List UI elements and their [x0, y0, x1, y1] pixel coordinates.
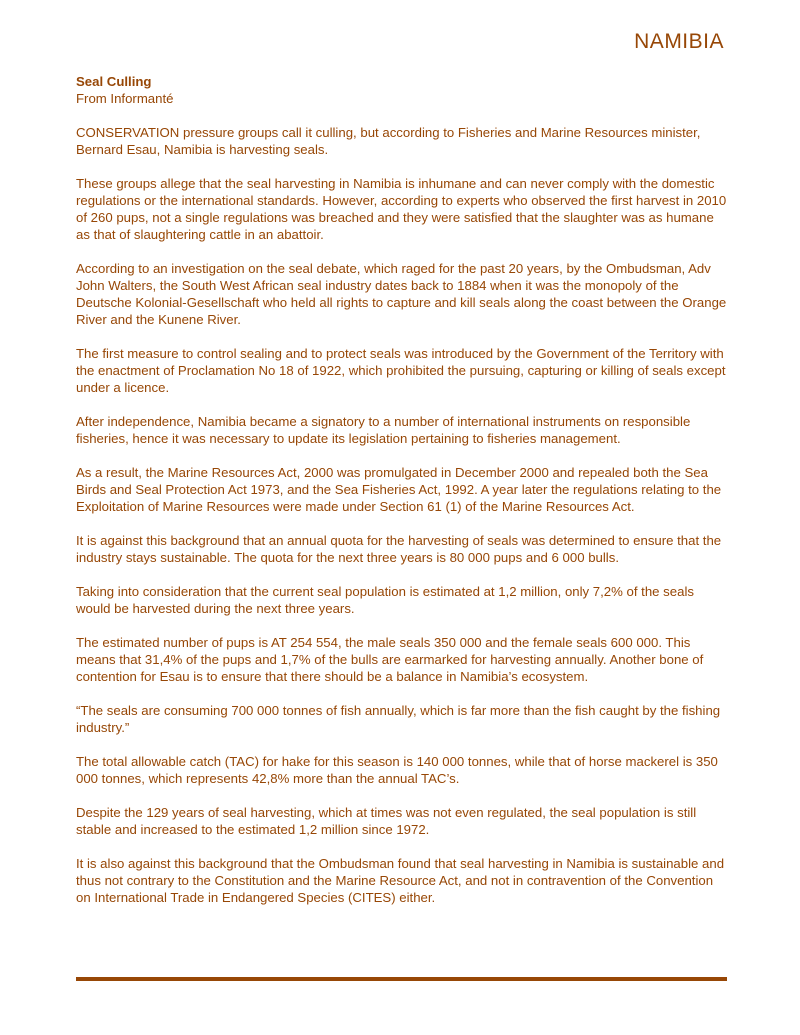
article-paragraph: The first measure to control sealing and to protect seals was introduced by the Government of the Territory with the enactment of Proclamation No 18 of 1922, which prohibited the pursuing, capturing or killing of seals except under a licence. — [76, 346, 726, 395]
article-paragraph: As a result, the Marine Resources Act, 2000 was promulgated in December 2000 and repealed both the Sea Birds and Seal Protection Act 1973, and the Sea Fisheries Act, 1992. A year later the regulations relating to the Exploitation of Marine Resources were made under Section 61 (1) of the Marine Resources Act. — [76, 465, 722, 514]
article-paragraph: After independence, Namibia became a signatory to a number of international instruments on responsible fisheries, hence it was necessary to update its legislation pertaining to fisheries management. — [76, 414, 691, 446]
article-paragraph: These groups allege that the seal harvesting in Namibia is inhumane and can never comply with the domestic regulations or the international standards. However, according to experts who observed the first harvest in 2010 of 260 pups, not a single regulations was breached and they were satisfied that the slaughter was as humane as that of slaughtering cattle in an abattoir. — [76, 176, 727, 242]
article-paragraph: According to an investigation on the seal debate, which raged for the past 20 years, by the Ombudsman, Adv John Walters, the South West African seal industry dates back to 1884 when it was the monopoly of the Deutsche Kolonial-Gesellschaft who held all rights to capture and kill seals along the coast between the Orange River and the Kunene River. — [76, 261, 727, 327]
article-paragraph: The total allowable catch (TAC) for hake for this season is 140 000 tonnes, while that of horse mackerel is 350 000 tonnes, which represents 42,8% more than the annual TAC’s. — [76, 754, 718, 786]
article-paragraph: “The seals are consuming 700 000 tonnes of fish annually, which is far more than the fish caught by the fishing industry.” — [76, 703, 721, 735]
header-country-label: NAMIBIA — [634, 30, 724, 53]
article-paragraph: It is against this background that an annual quota for the harvesting of seals was determined to ensure that the industry stays sustainable. The quota for the next three years is 80 000 pups and 6 000 bulls. — [76, 533, 722, 565]
article-source: From Informanté — [76, 91, 174, 106]
article-paragraph: Taking into consideration that the current seal population is estimated at 1,2 million, only 7,2% of the seals would be harvested during the next three years. — [76, 584, 694, 616]
article-paragraph: CONSERVATION pressure groups call it culling, but according to Fisheries and Marine Resources minister, Bernard Esau, Namibia is harvesting seals. — [76, 125, 701, 157]
article — [76, 73, 728, 923]
article-paragraph: Despite the 129 years of seal harvesting, which at times was not even regulated, the seal population is still stable and increased to the estimated 1,2 million since 1972. — [76, 805, 697, 837]
footer-rule — [76, 977, 727, 981]
article-paragraph: It is also against this background that the Ombudsman found that seal harvesting in Namibia is sustainable and thus not contrary to the Constitution and the Marine Resource Act, and not in contravention of the Convention on International Trade in Endangered Species (CITES) either. — [76, 856, 725, 905]
article-title: Seal Culling — [76, 74, 152, 89]
article-paragraph: The estimated number of pups is AT 254 554, the male seals 350 000 and the female seals 600 000. This means that 31,4% of the pups and 1,7% of the bulls are earmarked for harvesting annually. Another bone of contention for Esau is to ensure that there should be a balance in Namibia’s ecosystem. — [76, 635, 704, 684]
